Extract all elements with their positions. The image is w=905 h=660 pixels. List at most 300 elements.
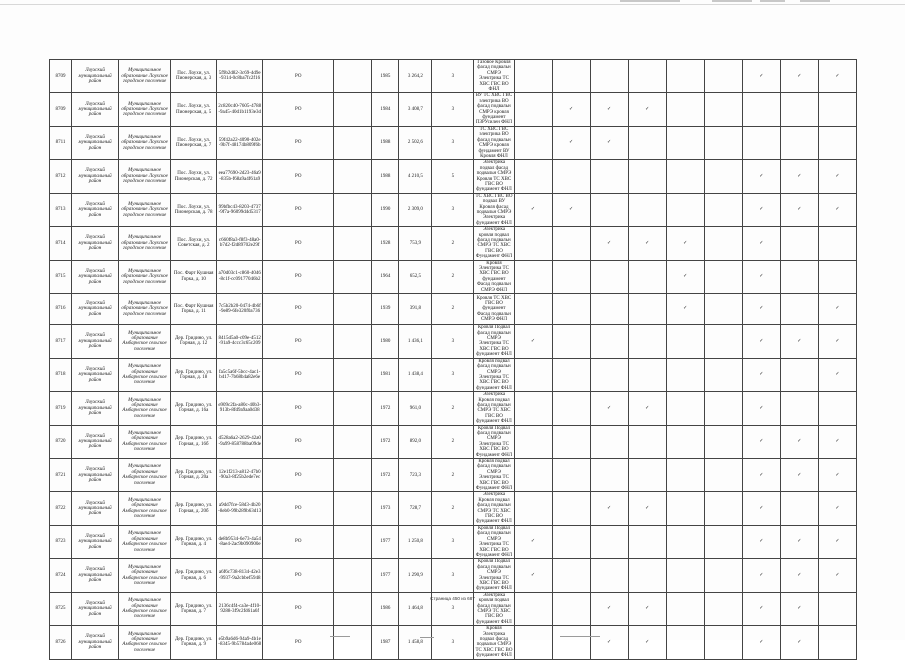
- address-cell: Дер. Гридино, ул. Горная, д. 4: [171, 525, 217, 558]
- empty-cell: [334, 559, 372, 592]
- work-check-cell: [514, 260, 552, 293]
- work-check-cell: [590, 193, 628, 226]
- work-check-cell: [780, 227, 818, 260]
- floors-cell: 2: [432, 260, 474, 293]
- work-check-cell: [514, 93, 552, 126]
- municipality-cell: Муниципальное образование Амбарнское сельское поселение: [119, 425, 171, 458]
- empty-cell: [334, 160, 372, 193]
- work-check-cell: [818, 227, 856, 260]
- work-check-cell: [628, 193, 666, 226]
- house-guid-cell: eea77690-2d23-46a9-835b-f68a9a4f61a9: [217, 160, 263, 193]
- empty-cell: [334, 93, 372, 126]
- house-guid-cell: e909c2fa-a80c-40b3-913b-8fd9a9aa0d38: [217, 392, 263, 425]
- build-year-cell: 1988: [372, 160, 399, 193]
- work-check-cell: ✓: [780, 160, 818, 193]
- build-year-cell: 1977: [372, 559, 399, 592]
- municipality-cell: Муниципальное образование Амбарнское сельское поселение: [119, 525, 171, 558]
- fund-form-cell: РО: [263, 294, 334, 325]
- work-check-cell: ✓: [818, 60, 856, 93]
- works-list-cell: Электрика Кровля подвал фасад подвальн СМРЭ ТС ХВС ГВС ВО фундамент ФНЛ: [474, 392, 514, 425]
- table-row: [50, 492, 857, 525]
- fund-form-cell: РО: [263, 325, 334, 358]
- work-check-cell: ✓: [780, 626, 818, 659]
- house-guid-cell: 8415d5a0-c09e-4512-91a9-4ccc3c65c209: [217, 325, 263, 358]
- row-number-cell: 8717: [50, 325, 72, 358]
- build-year-cell: 1988: [372, 126, 399, 159]
- house-guid-cell: 5f9b2d82-3c69-4d9e-9314-0c8ba7fc2f16: [217, 60, 263, 93]
- work-check-cell: [666, 425, 704, 458]
- row-number-cell: 8716: [50, 294, 72, 325]
- table-row: [50, 126, 857, 159]
- work-check-cell: [704, 160, 742, 193]
- floors-cell: 3: [432, 60, 474, 93]
- address-cell: Дер. Гридино, ул. Горная, д. 16а: [171, 392, 217, 425]
- work-check-cell: [818, 626, 856, 659]
- work-check-cell: [704, 626, 742, 659]
- work-check-cell: [780, 392, 818, 425]
- municipality-cell: Муниципальное образование Амбарнское сельское поселение: [119, 325, 171, 358]
- work-check-cell: ✓: [780, 559, 818, 592]
- floors-cell: 3: [432, 592, 474, 625]
- work-check-cell: ✓: [666, 294, 704, 325]
- house-guid-cell: e5b9a6d6-94a9-4b1e-8345-9b5784a4e068: [217, 626, 263, 659]
- work-check-cell: [590, 459, 628, 492]
- municipality-cell: Муниципальное образование Лоухское городское поселение: [119, 126, 171, 159]
- row-number-cell: 8718: [50, 358, 72, 391]
- work-check-cell: [628, 294, 666, 325]
- work-check-cell: [628, 459, 666, 492]
- fund-form-cell: РО: [263, 93, 334, 126]
- work-check-cell: [818, 93, 856, 126]
- row-number-cell: 8714: [50, 227, 72, 260]
- table-row: [50, 626, 857, 659]
- work-check-cell: ✓: [590, 227, 628, 260]
- address-cell: Дер. Гридино, ул. Горная, д. 18: [171, 358, 217, 391]
- row-number-cell: 8713: [50, 193, 72, 226]
- address-cell: Пос. Лоухи, ул. Пионерская, д. 3: [171, 60, 217, 93]
- floors-cell: 3: [432, 93, 474, 126]
- works-list-cell: Кровля подвал фасад подвальн СМРЭ Электрика ТС ХВС ГВС ВО Фундамент ФНЛ: [475, 459, 513, 492]
- work-check-cell: ✓: [590, 626, 628, 659]
- work-check-cell: [514, 294, 552, 325]
- row-number-cell: 8719: [50, 392, 72, 425]
- work-check-cell: [514, 392, 552, 425]
- table-row: [50, 425, 857, 458]
- build-year-cell: 1985: [372, 60, 399, 93]
- row-number-cell: 8709: [50, 60, 72, 93]
- work-check-cell: [628, 60, 666, 93]
- fund-form-cell: РО: [263, 260, 334, 293]
- work-check-cell: [780, 294, 818, 325]
- work-check-cell: ✓: [628, 392, 666, 425]
- total-area-cell: 3 264,2: [399, 60, 432, 93]
- work-check-cell: [704, 227, 742, 260]
- fund-form-cell: РО: [263, 160, 334, 193]
- work-check-cell: [704, 294, 742, 325]
- work-check-cell: [552, 60, 590, 93]
- total-area-cell: 1 436,1: [399, 325, 432, 358]
- address-cell: Пос. Фарт Кушная Горка, д. 10: [171, 260, 217, 293]
- work-check-cell: [552, 492, 590, 525]
- work-check-cell: ✓: [590, 93, 628, 126]
- row-number-cell: 8726: [50, 626, 72, 659]
- work-check-cell: ✓: [742, 325, 780, 358]
- address-cell: Дер. Гридино, ул. Горная, д. 16б: [171, 425, 217, 458]
- floors-cell: 2: [432, 227, 474, 260]
- work-check-cell: [552, 392, 590, 425]
- floors-cell: 2: [432, 492, 474, 525]
- works-list-cell: Кровля Подвал фасад подвальн СМРЭ Электрика ТС ХВС ГВС ВО Фундамент ФНЛ: [475, 425, 513, 458]
- build-year-cell: 1986: [372, 592, 399, 625]
- work-check-cell: [628, 126, 666, 159]
- district-cell: Лоухский муниципальный район: [72, 358, 119, 391]
- scan-mark: [420, 637, 434, 638]
- work-check-cell: [628, 325, 666, 358]
- house-guid-cell: fa5c5a6f-5bcc-4ac1-b417-7b68b4a82e6e: [217, 358, 263, 391]
- empty-cell: [334, 358, 372, 391]
- total-area-cell: 1 464,8: [399, 592, 432, 625]
- work-check-cell: [742, 93, 780, 126]
- table-row: [50, 358, 857, 391]
- total-area-cell: 3 408,7: [399, 93, 432, 126]
- fund-form-cell: РО: [263, 392, 334, 425]
- works-list-cell: Кровля Электрика ТС ХВС ГВС ВО фундамент Фасад подвальн СМРЭ ФНЛ: [474, 260, 514, 293]
- work-check-cell: ✓: [818, 425, 856, 458]
- work-check-cell: ✓: [742, 559, 780, 592]
- row-number-cell: 8712: [50, 160, 72, 193]
- work-check-cell: [514, 126, 552, 159]
- total-area-cell: 4 210,5: [399, 160, 432, 193]
- total-area-cell: 1 438,4: [399, 358, 432, 391]
- build-year-cell: 1981: [372, 358, 399, 391]
- table-row: [50, 294, 857, 325]
- municipality-cell: Муниципальное образование Лоухское городское поселение: [119, 260, 171, 293]
- fund-form-cell: РО: [263, 358, 334, 391]
- empty-cell: [334, 425, 372, 458]
- empty-cell: [334, 392, 372, 425]
- work-check-cell: ✓: [742, 60, 780, 93]
- build-year-cell: 1980: [372, 325, 399, 358]
- total-area-cell: 1 250,8: [399, 525, 432, 558]
- total-area-cell: 652,5: [399, 260, 432, 293]
- work-check-cell: ✓: [780, 525, 818, 558]
- build-year-cell: 1972: [372, 392, 399, 425]
- work-check-cell: ✓: [590, 492, 628, 525]
- fund-form-cell: РО: [263, 626, 334, 659]
- empty-cell: [334, 492, 372, 525]
- work-check-cell: ✓: [628, 93, 666, 126]
- address-cell: Пос. Лоухи, ул. Пионерская, д. 72: [171, 160, 217, 193]
- work-check-cell: ✓: [628, 626, 666, 659]
- municipality-cell: Муниципальное образование Лоухское городское поселение: [119, 193, 171, 226]
- work-check-cell: ✓: [514, 559, 552, 592]
- house-guid-cell: 2c820c40-7605-4788-9a45-40d1b1193e3d: [217, 93, 263, 126]
- work-check-cell: ✓: [666, 260, 704, 293]
- works-list-cell: Электрика подвал фасад подвальн СМРЭ Кровля ТС ХВС ГВС ВО фундамент ФНЛ: [474, 160, 514, 193]
- house-guid-cell: 2136c4f4-ca3e-4f10-9288-3f9c2fd61a6f: [217, 592, 263, 625]
- table-row: [50, 459, 857, 492]
- work-check-cell: [552, 459, 590, 492]
- works-list-cell: Кровля ТС ХВС ГВС ВО фундамент Фасад подвальн СМРЭ ФНЛ: [474, 294, 514, 325]
- district-cell: Лоухский муниципальный район: [72, 227, 119, 260]
- work-check-cell: ✓: [780, 193, 818, 226]
- works-list-cell: ТС ХВС ГВС электрика ВО фасад подвальн СМРЭ кровля фундамент ВУ Кровля ФНЛ: [474, 126, 514, 159]
- fund-form-cell: РО: [263, 193, 334, 226]
- floors-cell: 3: [432, 126, 474, 159]
- total-area-cell: 1 458,8: [399, 626, 432, 659]
- work-check-cell: ✓: [780, 325, 818, 358]
- address-cell: Пос. Лоухи, ул. Пионерская, д. 5: [171, 93, 217, 126]
- work-check-cell: [666, 160, 704, 193]
- fund-form-cell: РО: [263, 492, 334, 525]
- table-row: [50, 392, 857, 425]
- floors-cell: 3: [432, 626, 474, 659]
- empty-cell: [334, 626, 372, 659]
- floors-cell: 2: [432, 392, 474, 425]
- work-check-cell: [514, 358, 552, 391]
- district-cell: Лоухский муниципальный район: [72, 160, 119, 193]
- total-area-cell: 961,0: [399, 392, 432, 425]
- work-check-cell: ✓: [818, 160, 856, 193]
- work-check-cell: [628, 160, 666, 193]
- work-check-cell: [666, 626, 704, 659]
- works-list-cell: Кровля Подвал фасад подвальн СМРЭ Электрика ТС ХВС ГВС ВО фундамент ФНЛ: [474, 559, 514, 592]
- work-check-cell: [590, 160, 628, 193]
- district-cell: Лоухский муниципальный район: [72, 325, 119, 358]
- work-check-cell: [704, 492, 742, 525]
- table-body: [50, 60, 857, 660]
- work-check-cell: [704, 260, 742, 293]
- address-cell: Дер. Гридино, ул. Горная, д. 7: [171, 592, 217, 625]
- work-check-cell: [666, 193, 704, 226]
- address-cell: Дер. Гридино, ул. Горная, д. 6: [171, 559, 217, 592]
- work-check-cell: [780, 260, 818, 293]
- scan-mark: [620, 0, 680, 2]
- empty-cell: [334, 525, 372, 558]
- work-check-cell: ✓: [552, 126, 590, 159]
- work-check-cell: [590, 358, 628, 391]
- works-list-cell: ВУ ТС ХВС ГВС электрика ВО фасад подвальн СМРЭ кровля фундамент ПЗРУсилен ФНЛ: [475, 93, 513, 126]
- table-row: [50, 559, 857, 592]
- work-check-cell: [590, 559, 628, 592]
- empty-cell: [334, 227, 372, 260]
- total-area-cell: 2 309,0: [399, 193, 432, 226]
- build-year-cell: 1973: [372, 492, 399, 525]
- page-footer: Страница 450 из 687: [430, 596, 475, 601]
- municipality-cell: Муниципальное образование Лоухское городское поселение: [119, 160, 171, 193]
- build-year-cell: 1964: [372, 260, 399, 293]
- empty-cell: [334, 193, 372, 226]
- work-check-cell: ✓: [818, 492, 856, 525]
- table-row: [50, 325, 857, 358]
- works-list-cell: Кровля Подвал фасад подвальн СМРЭ Электрика ТС ХВС ГВС ВО фундамент ФНЛ: [474, 325, 514, 358]
- address-cell: Дер. Гридино, ул. Горная, д. 20б: [171, 492, 217, 525]
- fund-form-cell: РО: [263, 60, 334, 93]
- work-check-cell: [704, 392, 742, 425]
- work-check-cell: [552, 559, 590, 592]
- work-check-cell: [590, 294, 628, 325]
- work-check-cell: ✓: [666, 227, 704, 260]
- work-check-cell: ✓: [628, 227, 666, 260]
- municipality-cell: Муниципальное образование Лоухское городское поселение: [119, 294, 171, 325]
- empty-cell: [334, 60, 372, 93]
- work-check-cell: [514, 492, 552, 525]
- build-year-cell: 1928: [372, 227, 399, 260]
- works-list-cell: Электрика кровля подвал фасад подвальн СМРЭ ТС ХВС ГВС ВО Фундамент ФНЛ: [475, 227, 513, 260]
- district-cell: Лоухский муниципальный район: [72, 294, 119, 325]
- work-check-cell: ✓: [742, 193, 780, 226]
- work-check-cell: ✓: [742, 592, 780, 625]
- municipality-cell: Муниципальное образование Лоухское городское поселение: [119, 227, 171, 260]
- work-check-cell: [704, 126, 742, 159]
- address-cell: Пос. Лоухи, ул. Пионерская, д. 78: [171, 193, 217, 226]
- floors-cell: 5: [432, 160, 474, 193]
- work-check-cell: [666, 392, 704, 425]
- work-check-cell: [552, 227, 590, 260]
- floors-cell: 3: [432, 325, 474, 358]
- work-check-cell: ✓: [552, 193, 590, 226]
- total-area-cell: 892,0: [399, 425, 432, 458]
- work-check-cell: [514, 60, 552, 93]
- row-number-cell: 8722: [50, 492, 72, 525]
- row-number-cell: 8709: [50, 93, 72, 126]
- work-check-cell: [628, 559, 666, 592]
- house-guid-cell: d528a6a2-2629-42a0-9a99-858788ba09de: [217, 425, 263, 458]
- work-check-cell: ✓: [742, 358, 780, 391]
- build-year-cell: 1972: [372, 425, 399, 458]
- house-guid-cell: c660f8a3-f8f3-48a0-b7d2-f2d89702e29f: [217, 227, 263, 260]
- row-number-cell: 8721: [50, 459, 72, 492]
- work-check-cell: [552, 160, 590, 193]
- work-check-cell: ✓: [818, 459, 856, 492]
- work-check-cell: [552, 626, 590, 659]
- total-area-cell: 2 502,6: [399, 126, 432, 159]
- works-list-cell: ТС ХВС ГВС ВО подвал ВУ Кровля фасад подвальн СМРЭ Электрика фундамент ФНЛ: [475, 193, 513, 226]
- work-check-cell: [628, 525, 666, 558]
- work-check-cell: [590, 260, 628, 293]
- address-cell: Пос. Лоухи, ул. Советская, д. 2: [171, 227, 217, 260]
- district-cell: Лоухский муниципальный район: [72, 525, 119, 558]
- scan-mark: [800, 0, 830, 2]
- floors-cell: 2: [432, 459, 474, 492]
- build-year-cell: 1990: [372, 193, 399, 226]
- district-cell: Лоухский муниципальный район: [72, 193, 119, 226]
- empty-cell: [334, 325, 372, 358]
- empty-cell: [334, 260, 372, 293]
- works-list-cell: Электрика кровля подвал фасад подвальн СМРЭ ТС ХВС ГВС ВО фундамент ФНЛ: [474, 592, 514, 625]
- work-check-cell: [780, 358, 818, 391]
- work-check-cell: [666, 93, 704, 126]
- table-row: [50, 93, 857, 126]
- work-check-cell: ✓: [780, 425, 818, 458]
- work-check-cell: [666, 459, 704, 492]
- work-check-cell: [666, 559, 704, 592]
- work-check-cell: [780, 126, 818, 159]
- work-check-cell: [552, 294, 590, 325]
- work-check-cell: [704, 325, 742, 358]
- work-check-cell: [666, 525, 704, 558]
- floors-cell: 3: [432, 525, 474, 558]
- scan-mark: [560, 636, 600, 637]
- fund-form-cell: РО: [263, 559, 334, 592]
- empty-cell: [334, 294, 372, 325]
- table-row: [50, 60, 857, 93]
- address-cell: Пос. Фарт Кушная Горка, д. 11: [171, 294, 217, 325]
- house-guid-cell: a6f6c738-8134-42e3-9937-9a2cbbef5948: [217, 559, 263, 592]
- work-check-cell: [552, 325, 590, 358]
- work-check-cell: [590, 325, 628, 358]
- work-check-cell: [818, 260, 856, 293]
- work-check-cell: ✓: [628, 592, 666, 625]
- municipality-cell: Муниципальное образование Амбарнское сельское поселение: [119, 358, 171, 391]
- total-area-cell: 728,7: [399, 492, 432, 525]
- build-year-cell: 1972: [372, 459, 399, 492]
- build-year-cell: 1984: [372, 93, 399, 126]
- work-check-cell: ✓: [590, 126, 628, 159]
- work-check-cell: [514, 459, 552, 492]
- row-number-cell: 8725: [50, 592, 72, 625]
- municipality-cell: Муниципальное образование Лоухское городское поселение: [119, 60, 171, 93]
- work-check-cell: [704, 559, 742, 592]
- work-check-cell: [514, 160, 552, 193]
- row-number-cell: 8723: [50, 525, 72, 558]
- address-cell: Пос. Лоухи, ул. Пионерская, д. 7: [171, 126, 217, 159]
- empty-cell: [334, 126, 372, 159]
- district-cell: Лоухский муниципальный район: [72, 492, 119, 525]
- work-check-cell: [818, 126, 856, 159]
- table-row: [50, 227, 857, 260]
- house-guid-cell: de8b9534-6e73-4a54-8ae4-2ac9b090900e: [217, 525, 263, 558]
- municipality-cell: Муниципальное образование Амбарнское сельское поселение: [119, 392, 171, 425]
- municipality-cell: Муниципальное образование Лоухское городское поселение: [119, 93, 171, 126]
- floors-cell: 2: [432, 425, 474, 458]
- works-list-cell: Кровля Электрика подвал фасад подвальн СМРЭ ТС ХВС ГВС ВО фундамент ФНЛ: [475, 626, 513, 659]
- work-check-cell: [590, 60, 628, 93]
- work-check-cell: ✓: [514, 325, 552, 358]
- table-row: [50, 260, 857, 293]
- work-check-cell: ✓: [552, 93, 590, 126]
- work-check-cell: ✓: [514, 193, 552, 226]
- build-year-cell: 1977: [372, 525, 399, 558]
- work-check-cell: [628, 260, 666, 293]
- district-cell: Лоухский муниципальный район: [72, 459, 119, 492]
- work-check-cell: ✓: [742, 260, 780, 293]
- district-cell: Лоухский муниципальный район: [72, 425, 119, 458]
- table-row: [50, 525, 857, 558]
- district-cell: Лоухский муниципальный район: [72, 592, 119, 625]
- work-check-cell: [780, 93, 818, 126]
- fund-form-cell: РО: [263, 227, 334, 260]
- work-check-cell: ✓: [780, 459, 818, 492]
- work-check-cell: [780, 492, 818, 525]
- works-list-cell: Электрика Кровля подвал фасад подвальн СМРЭ ТС ХВС ГВС ВО фундамент ФНЛ: [474, 492, 514, 525]
- work-check-cell: ✓: [818, 193, 856, 226]
- house-guid-cell: 99bfbc43-8203-4737-9f7a-96099d4d5317: [217, 193, 263, 226]
- work-check-cell: ✓: [780, 592, 818, 625]
- work-check-cell: [552, 425, 590, 458]
- row-number-cell: 8720: [50, 425, 72, 458]
- district-cell: Лоухский муниципальный район: [72, 60, 119, 93]
- house-guid-cell: 12e1f213-a812-47b0-90a3-8f25b2ede7ec: [217, 459, 263, 492]
- row-number-cell: 8715: [50, 260, 72, 293]
- work-check-cell: ✓: [780, 60, 818, 93]
- work-check-cell: ✓: [818, 358, 856, 391]
- work-check-cell: ✓: [590, 592, 628, 625]
- work-check-cell: [704, 93, 742, 126]
- housing-register-table: [49, 59, 857, 660]
- municipality-cell: Муниципальное образование Амбарнское сельское поселение: [119, 459, 171, 492]
- work-check-cell: [628, 358, 666, 391]
